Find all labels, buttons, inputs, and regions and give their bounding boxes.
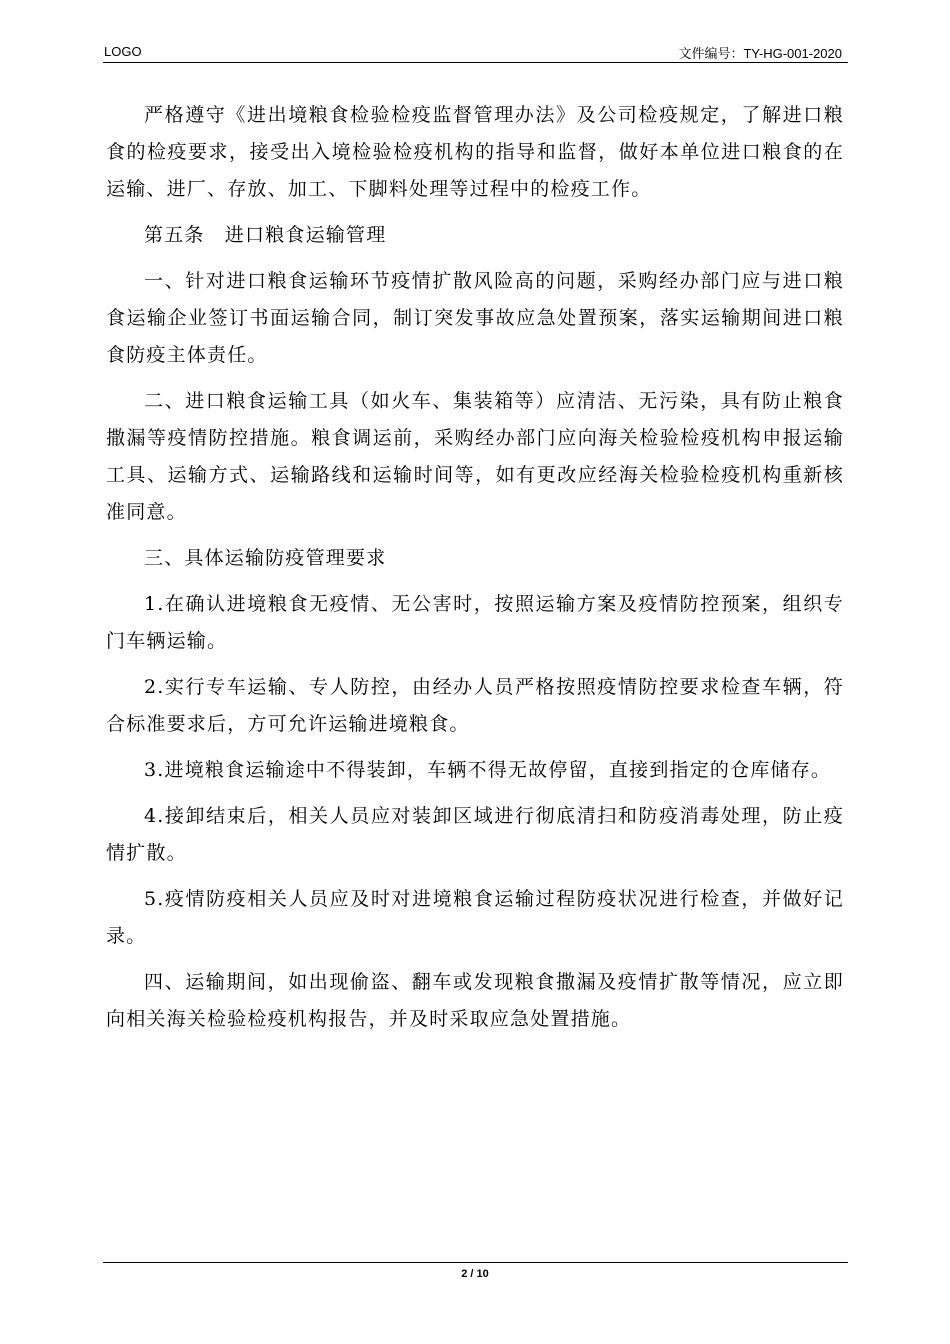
page-number: 2 / 10 [461, 1268, 489, 1280]
document-number: 文件编号：TY-HG-001-2020 [678, 46, 842, 61]
list-item: 2.实行专车运输、专人防控，由经办人员严格按照疫情防控要求检查车辆，符合标准要求后，方可允许运输进境粮食。 [106, 676, 844, 735]
paragraph: 四、运输期间，如出现偷盗、翻车或发现粮食撒漏及疫情扩散等情况，应立即向相关海关检验检疫机构报告，并及时采取应急处置措施。 [106, 971, 844, 1030]
header-logo: LOGO [104, 44, 142, 59]
list-item: 3.进境粮食运输途中不得装卸，车辆不得无故停留，直接到指定的仓库储存。 [144, 759, 832, 781]
list-item: 4.接卸结束后，相关人员应对装卸区域进行彻底清扫和防疫消毒处理，防止疫情扩散。 [106, 805, 844, 864]
list-item: 1.在确认进境粮食无疫情、无公害时，按照运输方案及疫情防控预案，组织专门车辆运输。 [106, 593, 844, 652]
paragraph: 严格遵守《进出境粮食检验检疫监督管理办法》及公司检疫规定，了解进口粮食的检疫要求，接受出入境检验检疫机构的指导和监督，做好本单位进口粮食的在运输、进厂、存放、加工、下脚料处理等过程中的检疫工作。 [106, 104, 844, 200]
footer-divider [103, 1262, 848, 1263]
paragraph: 二、进口粮食运输工具（如火车、集装箱等）应清洁、无污染，具有防止粮食撒漏等疫情防控措施。粮食调运前，采购经办部门应向海关检验检疫机构申报运输工具、运输方式、运输路线和运输时间等，如有更改应经海关检验检疫机构重新核准同意。 [106, 390, 844, 523]
paragraph: 一、针对进口粮食运输环节疫情扩散风险高的问题，采购经办部门应与进口粮食运输企业签订书面运输合同，制订突发事故应急处置预案，落实运输期间进口粮食防疫主体责任。 [106, 270, 844, 366]
page-header [103, 40, 848, 63]
list-item: 5.疫情防疫相关人员应及时对进境粮食运输过程防疫状况进行检查，并做好记录。 [106, 888, 844, 947]
document-body [106, 97, 844, 1047]
section-heading: 第五条 进口粮食运输管理 [144, 224, 387, 246]
subsection-heading: 三、具体运输防疫管理要求 [144, 547, 387, 569]
